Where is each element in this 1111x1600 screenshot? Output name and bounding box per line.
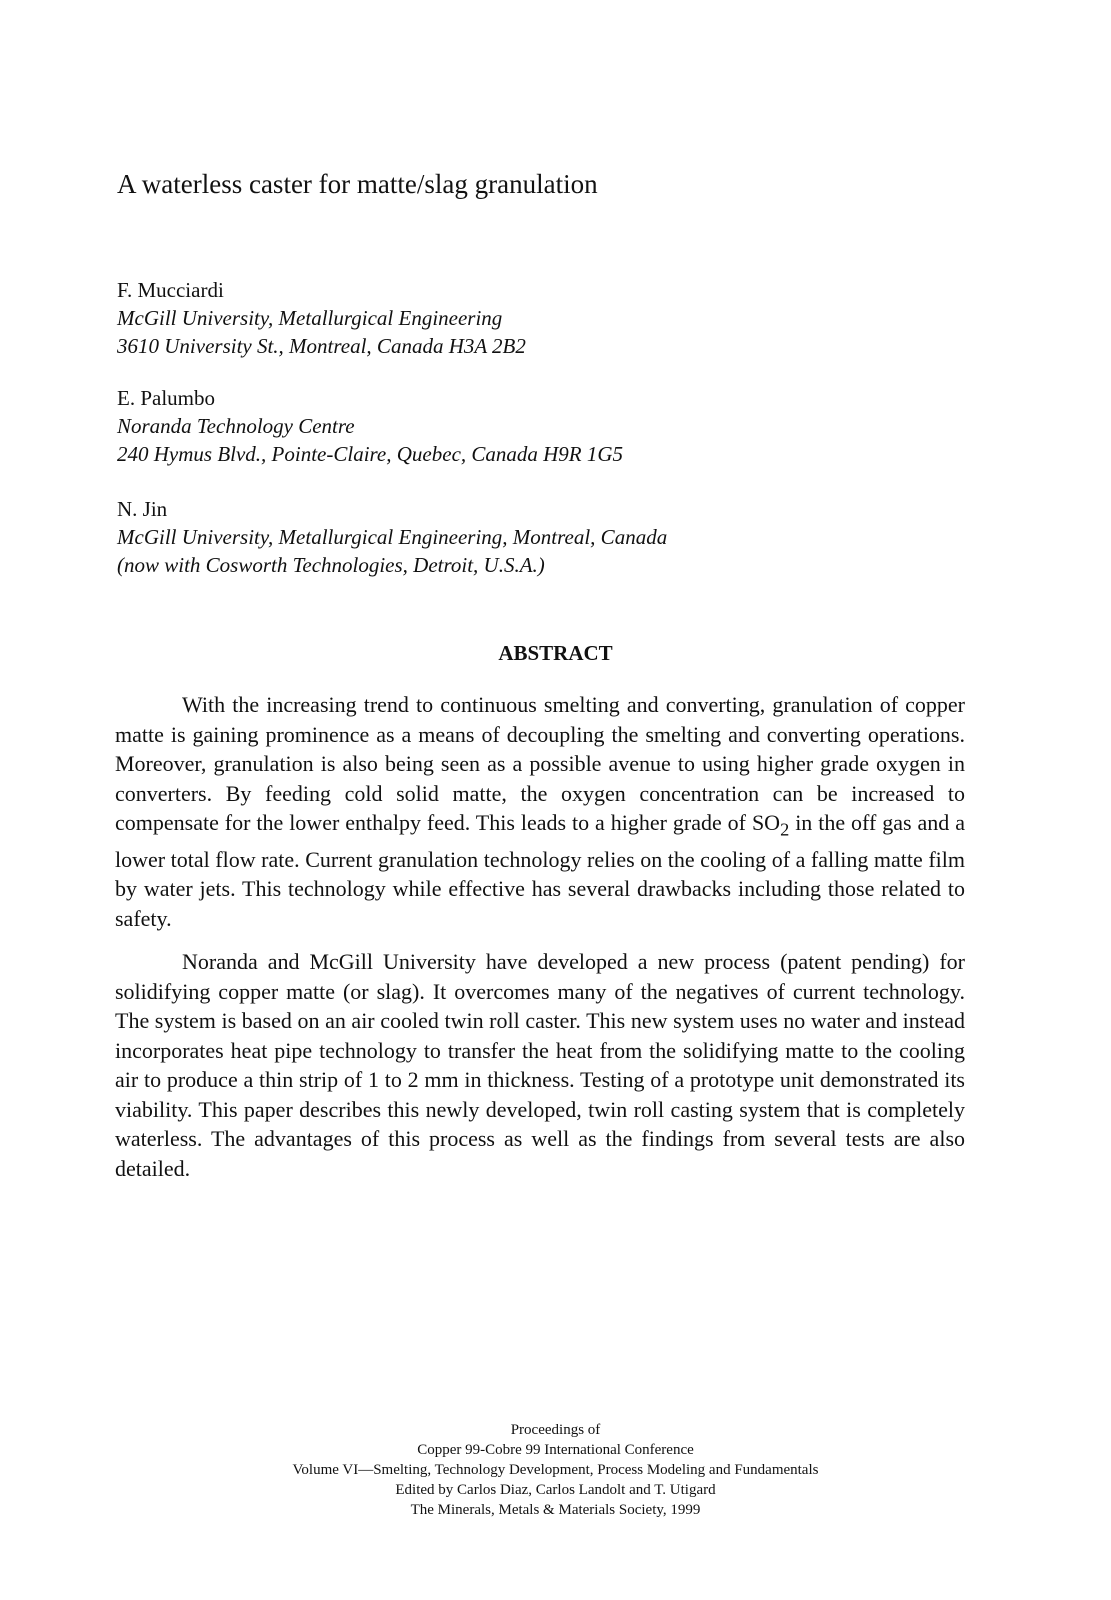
author-affiliation: McGill University, Metallurgical Engineering — [117, 306, 503, 330]
author-address: 240 Hymus Blvd., Pointe-Claire, Quebec, Canada H9R 1G5 — [117, 442, 624, 466]
author-name: N. Jin — [117, 497, 168, 521]
proceedings-line: Volume VI—Smelting, Technology Development, Process Modeling and Fundamentals — [292, 1462, 819, 1478]
proceedings-line: Copper 99-Cobre 99 International Conference — [417, 1442, 694, 1458]
author-block — [117, 495, 667, 579]
abstract-paragraph: Noranda and McGill University have developed a new process (patent pending) for solidifying copper matte (or slag). It overcomes many of the negatives of current technology. The system is based on an air cooled twin roll caster. This new system uses no water and instead incorporates heat pipe technology to transfer the heat from the solidifying matte to the cooling air to produce a thin strip of 1 to 2 mm in thickness. Testing of a prototype unit demonstrated its viability. This paper describes this newly developed, twin roll casting system that is completely waterless. The advantages of this process as well as the findings from several tests are also detailed. — [115, 949, 965, 1181]
proceedings-line: Proceedings of — [510, 1422, 601, 1438]
abstract-body — [115, 690, 965, 1197]
author-name: F. Mucciardi — [117, 278, 224, 302]
abstract-heading: ABSTRACT — [498, 641, 613, 665]
author-name: E. Palumbo — [117, 386, 215, 410]
author-block — [117, 384, 623, 468]
proceedings-line: Edited by Carlos Diaz, Carlos Landolt and T. Utigard — [395, 1482, 716, 1498]
author-affiliation: Noranda Technology Centre — [117, 414, 355, 438]
author-affiliation: McGill University, Metallurgical Engineering, Montreal, Canada — [117, 525, 668, 549]
proceedings-line: The Minerals, Metals & Materials Society, 1999 — [410, 1502, 701, 1518]
paper-title: A waterless caster for matte/slag granulation — [117, 169, 598, 199]
author-block — [117, 276, 526, 360]
subscript: 2 — [780, 819, 790, 840]
proceedings-footer — [0, 1420, 1111, 1520]
abstract-paragraph: With the increasing trend to continuous smelting and converting, granulation of copper matte is gaining prominence as a means of decoupling the smelting and converting operations. Moreover, granulation is also being seen as a possible avenue to using higher grade oxygen in converters. By feeding cold solid matte, the oxygen concentration can be increased to compensate for the lower enthalpy feed. This leads to a higher grade of $SO_2$ in the off gas and a lower total flow rate. Current granulation technology relies on the cooling of a falling matte film by water jets. This technology while effective has several drawbacks including those related to safety. — [115, 692, 965, 931]
author-note: (now with Cosworth Technologies, Detroit, U.S.A.) — [117, 553, 545, 577]
author-address: 3610 University St., Montreal, Canada H3A 2B2 — [117, 334, 526, 358]
